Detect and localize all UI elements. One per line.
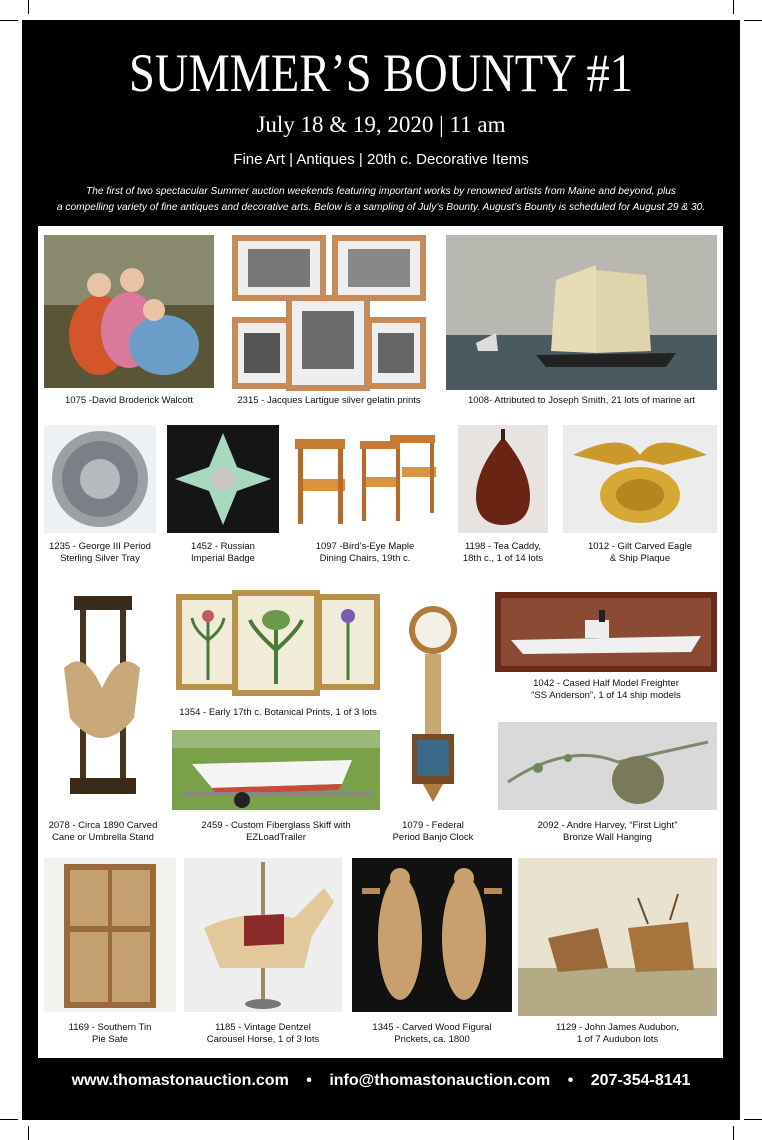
separator: •: [306, 1072, 312, 1089]
audubon-print-image[interactable]: [518, 858, 717, 1016]
lot-caption: 2315 - Jacques Lartigue silver gelatin prints: [237, 395, 421, 406]
crop-mark: [733, 1126, 734, 1140]
pie-safe-image[interactable]: [44, 858, 176, 1012]
lot-caption: 1452 - Russian Imperial Badge: [191, 541, 255, 564]
lot-caption: 1008- Attributed to Joseph Smith, 21 lots of marine art: [467, 395, 696, 406]
lot-caption: 1079 - Federal Period Banjo Clock: [392, 820, 474, 843]
tea-caddy-image[interactable]: [458, 425, 548, 533]
phone-number[interactable]: 207-354-8141: [590, 1072, 691, 1089]
lot-caption: 1169 - Southern Tin Pie Safe: [68, 1022, 152, 1045]
freighter-model-image[interactable]: [495, 592, 717, 672]
crop-mark: [28, 1126, 29, 1140]
lot-caption: 1012 - Gilt Carved Eagle & Ship Plaque: [587, 541, 693, 564]
lot-caption: 1097 -Bird’s-Eye Maple Dining Chairs, 19th c.: [315, 541, 415, 564]
lartigue-prints-image[interactable]: [230, 233, 428, 391]
crop-mark: [744, 1119, 762, 1120]
auction-dates: July 18 & 19, 2020 | 11 am: [256, 112, 506, 137]
lot-panel: [38, 226, 723, 1058]
lot-caption: 1235 - George III Period Sterling Silver Tray: [49, 541, 151, 564]
lot-caption: 1198 - Tea Caddy, 18th c., 1 of 14 lots: [462, 541, 544, 564]
lot-caption: 1345 - Carved Wood Figural Prickets, ca. 1800: [372, 1022, 492, 1045]
email-link[interactable]: info@thomastonauction.com: [329, 1072, 551, 1089]
botanical-prints-image[interactable]: [174, 590, 382, 696]
cane-stand-image[interactable]: [44, 588, 162, 810]
lot-caption: 1042 - Cased Half Model Freighter “SS Anderson”, 1 of 14 ship models: [531, 678, 681, 701]
lot-caption: 2459 - Custom Fiberglass Skiff with EZLoadTrailer: [201, 820, 351, 843]
lot-caption: 1354 - Early 17th c. Botanical Prints, 1 of 3 lots: [179, 707, 377, 718]
prickets-image[interactable]: [352, 858, 512, 1012]
poster-title: SUMMER’S BOUNTY #1: [128, 43, 634, 103]
lot-caption: 1075 -David Broderick Walcott: [65, 395, 193, 406]
carousel-horse-image[interactable]: [184, 858, 342, 1012]
intro-text: [30, 184, 732, 216]
separator: •: [567, 1072, 574, 1089]
crop-mark: [0, 1119, 18, 1120]
crop-mark: [733, 0, 734, 14]
crop-mark: [0, 20, 18, 21]
auction-categories: Fine Art | Antiques | 20th c. Decorative Items: [233, 151, 529, 168]
bronze-hanging-image[interactable]: [498, 722, 717, 810]
lot-caption: 1129 - John James Audubon, 1 of 7 Audubon lots: [556, 1022, 679, 1045]
contact-footer: [22, 1072, 740, 1090]
lot-caption: 2078 - Circa 1890 Carved Cane or Umbrella Stand: [48, 820, 158, 843]
walcott-painting-image[interactable]: [44, 235, 214, 388]
gilt-eagle-image[interactable]: [563, 425, 717, 533]
russian-badge-image[interactable]: [167, 425, 279, 533]
intro-line: a compelling variety of fine antiques and decorative arts. Below is a sampling of July’s Bounty. August’s Bounty is scheduled for August 29 & 30.: [56, 202, 706, 213]
maple-chairs-image[interactable]: [290, 429, 440, 529]
crop-mark: [744, 20, 762, 21]
crop-mark: [28, 0, 29, 14]
lot-caption: 2092 - Andre Harvey, “First Light” Bronze Wall Hanging: [537, 820, 678, 843]
lot-caption: 1185 - Vintage Dentzel Carousel Horse, 1 of 3 lots: [206, 1022, 320, 1045]
silver-tray-image[interactable]: [44, 425, 156, 533]
skiff-image[interactable]: [172, 730, 380, 810]
marine-painting-image[interactable]: [446, 235, 717, 390]
banjo-clock-image[interactable]: [398, 592, 468, 810]
website-link[interactable]: www.thomastonauction.com: [71, 1072, 289, 1089]
intro-line: The first of two spectacular Summer auction weekends featuring important works by renowned artists from Maine and beyond, plus: [85, 186, 677, 197]
